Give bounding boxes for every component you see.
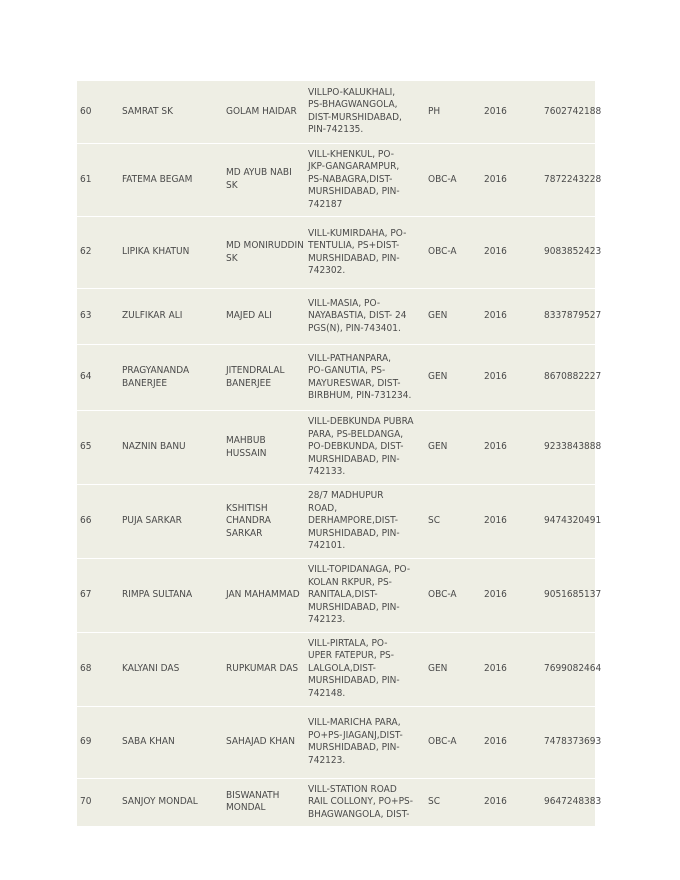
candidate-name-cell: ZULFIKAR ALI — [118, 289, 224, 345]
father-name-cell: KSHITISH CHANDRA SARKAR — [224, 485, 306, 559]
phone-cell: 9051685137 — [538, 559, 606, 633]
address-cell — [306, 778, 422, 827]
address-line: BHAGWANGOLA, DIST- — [308, 808, 410, 820]
address-line: ROAD, — [308, 502, 338, 514]
address-cell — [306, 559, 422, 633]
category-cell: GEN — [422, 632, 478, 706]
address-line: 742123. — [308, 614, 346, 625]
table-row — [77, 706, 606, 778]
table-row — [77, 411, 606, 485]
address-line: 742187 — [308, 198, 343, 210]
category-cell: OBC-A — [422, 217, 478, 289]
father-name-cell: MD AYUB NABI SK — [224, 143, 306, 217]
candidate-table — [77, 81, 606, 827]
address-line: PO-DEBKUNDA, DIST- — [308, 441, 404, 453]
table-row — [77, 559, 606, 633]
phone-cell: 7602742188 — [538, 81, 606, 143]
serial-number-cell: 68 — [77, 632, 118, 706]
serial-number-cell: 62 — [77, 217, 118, 289]
address-line: LALGOLA,DIST- — [308, 662, 376, 674]
address-line: MURSHIDABAD, PIN- — [308, 675, 400, 687]
address-line: 28/7 MADHUPUR — [308, 490, 384, 502]
serial-number-cell: 70 — [77, 778, 118, 827]
candidate-name-cell: SAMRAT SK — [118, 81, 224, 143]
address-line: PO+PS-JIAGANJ,DIST- — [308, 729, 403, 741]
address-cell — [306, 217, 422, 289]
address-line: MURSHIDABAD, PIN- — [308, 252, 400, 264]
candidate-name-cell: PRAGYANANDA BANERJEE — [118, 345, 224, 411]
father-name-cell: MAJED ALI — [224, 289, 306, 345]
table-row — [77, 632, 606, 706]
address-line: MURSHIDABAD, PIN- — [308, 453, 400, 465]
candidate-table-container — [77, 81, 602, 827]
address-line: VILL-DEBKUNDA PUBRA — [308, 416, 414, 428]
address-line: PS-NABAGRA,DIST- — [308, 173, 393, 185]
address-line: VILL-PIRTALA, PO- — [308, 637, 388, 649]
table-row — [77, 485, 606, 559]
serial-number-cell: 64 — [77, 345, 118, 411]
address-line: BIRBHUM, PIN-731234. — [308, 390, 412, 401]
father-name-cell: MAHBUB HUSSAIN — [224, 411, 306, 485]
phone-cell: 9474320491 — [538, 485, 606, 559]
father-name-cell: RUPKUMAR DAS — [224, 632, 306, 706]
year-cell: 2016 — [478, 778, 538, 827]
address-cell — [306, 289, 422, 345]
serial-number-cell: 63 — [77, 289, 118, 345]
candidate-name-cell: NAZNIN BANU — [118, 411, 224, 485]
category-cell: OBC-A — [422, 559, 478, 633]
category-cell: OBC-A — [422, 143, 478, 217]
address-line: VILL-PATHANPARA, — [308, 352, 391, 364]
address-line: PO-GANUTIA, PS- — [308, 365, 386, 376]
phone-cell: 9083852423 — [538, 217, 606, 289]
year-cell: 2016 — [478, 289, 538, 345]
year-cell: 2016 — [478, 485, 538, 559]
address-line: JKP-GANGARAMPUR, — [308, 161, 400, 172]
address-line: 742148. — [308, 687, 346, 699]
address-cell — [306, 706, 422, 778]
address-line: UPER FATEPUR, PS- — [308, 650, 394, 662]
candidate-name-cell: RIMPA SULTANA — [118, 559, 224, 633]
candidate-table-body — [77, 81, 606, 827]
address-line: VILL-MASIA, PO- — [308, 297, 381, 309]
candidate-name-cell: SANJOY MONDAL — [118, 778, 224, 827]
year-cell: 2016 — [478, 559, 538, 633]
address-line: 742302. — [308, 265, 346, 276]
father-name-cell: JITENDRALAL BANERJEE — [224, 345, 306, 411]
address-cell — [306, 632, 422, 706]
address-line: MURSHIDABAD, PIN- — [308, 601, 400, 613]
phone-cell: 8670882227 — [538, 345, 606, 411]
phone-cell: 9647248383 — [538, 778, 606, 827]
year-cell: 2016 — [478, 345, 538, 411]
address-line: PGS(N), PIN-743401. — [308, 322, 401, 334]
year-cell: 2016 — [478, 706, 538, 778]
candidate-name-cell: SABA KHAN — [118, 706, 224, 778]
address-line: VILLPO-KALUKHALI, — [308, 86, 396, 98]
address-line: PARA, PS-BELDANGA, — [308, 428, 404, 440]
year-cell: 2016 — [478, 81, 538, 143]
candidate-name-cell: KALYANI DAS — [118, 632, 224, 706]
address-line: 742123. — [308, 754, 346, 766]
serial-number-cell: 61 — [77, 143, 118, 217]
address-line: VILL-MARICHA PARA, — [308, 717, 401, 728]
address-line: RAIL COLLONY, PO+PS- — [308, 796, 413, 807]
address-line: MAYURESWAR, DIST- — [308, 377, 401, 389]
address-line: NAYABASTIA, DIST- 24 — [308, 310, 407, 322]
year-cell: 2016 — [478, 143, 538, 217]
father-name-cell: JAN MAHAMMAD — [224, 559, 306, 633]
category-cell: GEN — [422, 345, 478, 411]
candidate-name-cell: FATEMA BEGAM — [118, 143, 224, 217]
address-cell — [306, 485, 422, 559]
address-line: 742101. — [308, 540, 346, 552]
table-row — [77, 81, 606, 143]
category-cell: OBC-A — [422, 706, 478, 778]
phone-cell: 7699082464 — [538, 632, 606, 706]
father-name-cell: GOLAM HAIDAR — [224, 81, 306, 143]
phone-cell: 7478373693 — [538, 706, 606, 778]
address-cell — [306, 143, 422, 217]
address-cell — [306, 81, 422, 143]
candidate-name-cell: LIPIKA KHATUN — [118, 217, 224, 289]
year-cell: 2016 — [478, 411, 538, 485]
phone-cell: 8337879527 — [538, 289, 606, 345]
address-line: MURSHIDABAD, PIN- — [308, 742, 400, 753]
father-name-cell: BISWANATH MONDAL — [224, 778, 306, 827]
address-line: PS-BHAGWANGOLA, — [308, 99, 398, 111]
address-cell — [306, 345, 422, 411]
address-line: MURSHIDABAD, PIN- — [308, 527, 400, 539]
category-cell: PH — [422, 81, 478, 143]
address-line: PIN-742135. — [308, 124, 364, 136]
table-row — [77, 778, 606, 827]
table-row — [77, 217, 606, 289]
phone-cell: 7872243228 — [538, 143, 606, 217]
category-cell: GEN — [422, 289, 478, 345]
serial-number-cell: 60 — [77, 81, 118, 143]
year-cell: 2016 — [478, 632, 538, 706]
address-line: DERHAMPORE,DIST- — [308, 515, 398, 527]
address-line: DIST-MURSHIDABAD, — [308, 111, 402, 123]
address-line: KOLAN RKPUR, PS- — [308, 576, 392, 588]
table-row — [77, 345, 606, 411]
candidate-name-cell: PUJA SARKAR — [118, 485, 224, 559]
address-cell — [306, 411, 422, 485]
serial-number-cell: 67 — [77, 559, 118, 633]
father-name-cell: SAHAJAD KHAN — [224, 706, 306, 778]
year-cell: 2016 — [478, 217, 538, 289]
address-line: VILL-KHENKUL, PO- — [308, 148, 394, 160]
serial-number-cell: 66 — [77, 485, 118, 559]
address-line: 742133. — [308, 466, 346, 478]
address-line: VILL-KUMIRDAHA, PO- — [308, 227, 407, 239]
address-line: VILL-TOPIDANAGA, PO- — [308, 564, 411, 575]
table-row — [77, 289, 606, 345]
address-line: VILL-STATION ROAD — [308, 783, 397, 795]
address-line: RANITALA,DIST- — [308, 589, 378, 600]
category-cell: GEN — [422, 411, 478, 485]
category-cell: SC — [422, 778, 478, 827]
phone-cell: 9233843888 — [538, 411, 606, 485]
address-line: TENTULIA, PS+DIST- — [308, 240, 400, 251]
address-line: MURSHIDABAD, PIN- — [308, 186, 400, 197]
father-name-cell: MD MONIRUDDIN SK — [224, 217, 306, 289]
category-cell: SC — [422, 485, 478, 559]
serial-number-cell: 65 — [77, 411, 118, 485]
table-row — [77, 143, 606, 217]
serial-number-cell: 69 — [77, 706, 118, 778]
